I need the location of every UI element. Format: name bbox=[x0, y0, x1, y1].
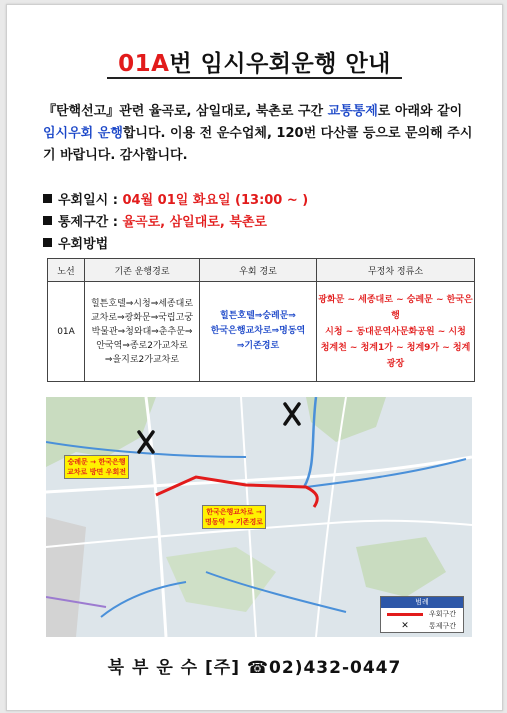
header-original: 기존 운행경로 bbox=[85, 259, 200, 282]
intro-highlight-1: 교통통제 bbox=[327, 104, 378, 119]
table-header-row bbox=[48, 259, 475, 282]
callout-line: 명동역 → 기존경로 bbox=[205, 518, 264, 526]
intro-text-1: 『탄핵선고』관련 율곡로, 삼일대로, 북촌로 구간 bbox=[43, 104, 328, 119]
section-label: 통제구간 : bbox=[58, 215, 123, 230]
original-line: 힐튼호텔⇒시청⇒세종대로 bbox=[90, 298, 194, 309]
legend-closed-label: 통제구간 bbox=[429, 622, 457, 630]
original-line: 교차로⇒광화문⇒국립고궁 bbox=[90, 312, 194, 323]
section-value: 율곡로, 삼일대로, 북촌로 bbox=[122, 215, 267, 230]
bullet-square-icon bbox=[43, 216, 52, 225]
callout-line: 교차로 방면 우회전 bbox=[67, 468, 126, 476]
route-number: 01A bbox=[118, 51, 170, 77]
title-underline bbox=[107, 77, 402, 79]
intro-paragraph bbox=[43, 101, 473, 167]
legend-detour-row bbox=[381, 608, 463, 620]
map-legend bbox=[380, 596, 464, 633]
original-line: 안국역⇒종로2가교차로 bbox=[96, 340, 188, 351]
closed-section bbox=[43, 211, 267, 230]
callout-right-turn bbox=[64, 455, 129, 479]
red-line-icon bbox=[387, 613, 423, 616]
notice-page bbox=[6, 4, 503, 711]
callout-line: 숭례문 → 한국은행 bbox=[67, 458, 126, 466]
original-line: ⇒을지로2가교차로 bbox=[104, 354, 180, 365]
intro-text-2: 로 아래와 같이 bbox=[377, 104, 463, 119]
method-label: 우회방법 bbox=[58, 237, 109, 252]
detour-line: 한국은행교차로⇒명동역 bbox=[210, 326, 306, 336]
stops-line: 광화문 ~ 세종대로 ~ 숭례문 ~ 한국은행 bbox=[318, 294, 473, 321]
route-cell: 01A bbox=[48, 282, 85, 382]
operator-contact: 북 부 운 수 [주] ☎02)432-0447 bbox=[107, 658, 402, 678]
skipped-stops-cell bbox=[317, 282, 475, 382]
intro-highlight-2: 임시우회 운행 bbox=[43, 126, 123, 141]
date-value: 04월 01일 화요일 (13:00 ~ ) bbox=[122, 193, 309, 208]
detour-table bbox=[47, 258, 475, 382]
table-row bbox=[48, 282, 475, 382]
legend-detour-label: 우회구간 bbox=[429, 610, 457, 618]
detour-map bbox=[46, 397, 472, 637]
detour-line: ⇒기존경로 bbox=[236, 341, 280, 351]
legend-closed-row bbox=[381, 620, 463, 632]
bullet-square-icon bbox=[43, 238, 52, 247]
page-title bbox=[7, 45, 502, 78]
callout-line: 한국은행교차로 → bbox=[206, 508, 262, 516]
date-label: 우회일시 : bbox=[58, 193, 123, 208]
detour-line: 힐튼호텔⇒숭례문⇒ bbox=[220, 311, 296, 321]
callout-existing-route bbox=[202, 505, 266, 529]
x-mark-icon: ✕ bbox=[401, 621, 409, 631]
legend-title: 범례 bbox=[381, 597, 463, 608]
stops-line: 시청 ~ 동대문역사문화공원 ~ 시청 bbox=[325, 326, 466, 337]
bullet-square-icon bbox=[43, 194, 52, 203]
original-route-cell bbox=[85, 282, 200, 382]
stops-line: 청계천 ~ 청계1가 ~ 청계9가 ~ 청계광장 bbox=[320, 342, 471, 369]
header-detour: 우회 경로 bbox=[200, 259, 317, 282]
intro-text-3: 합니다. 이용 전 운수업체, 120번 다산콜 등으로 문의해 주시기 바랍니다. 감사합니다. bbox=[43, 126, 473, 163]
header-route: 노선 bbox=[48, 259, 85, 282]
original-line: 박물관⇒청와대⇒춘추문⇒ bbox=[91, 326, 193, 337]
title-text: 번 임시우회운행 안내 bbox=[169, 51, 391, 77]
detour-method bbox=[43, 233, 108, 252]
header-stops: 무정차 정류소 bbox=[317, 259, 475, 282]
detour-date bbox=[43, 189, 308, 208]
detour-route-cell bbox=[200, 282, 317, 382]
